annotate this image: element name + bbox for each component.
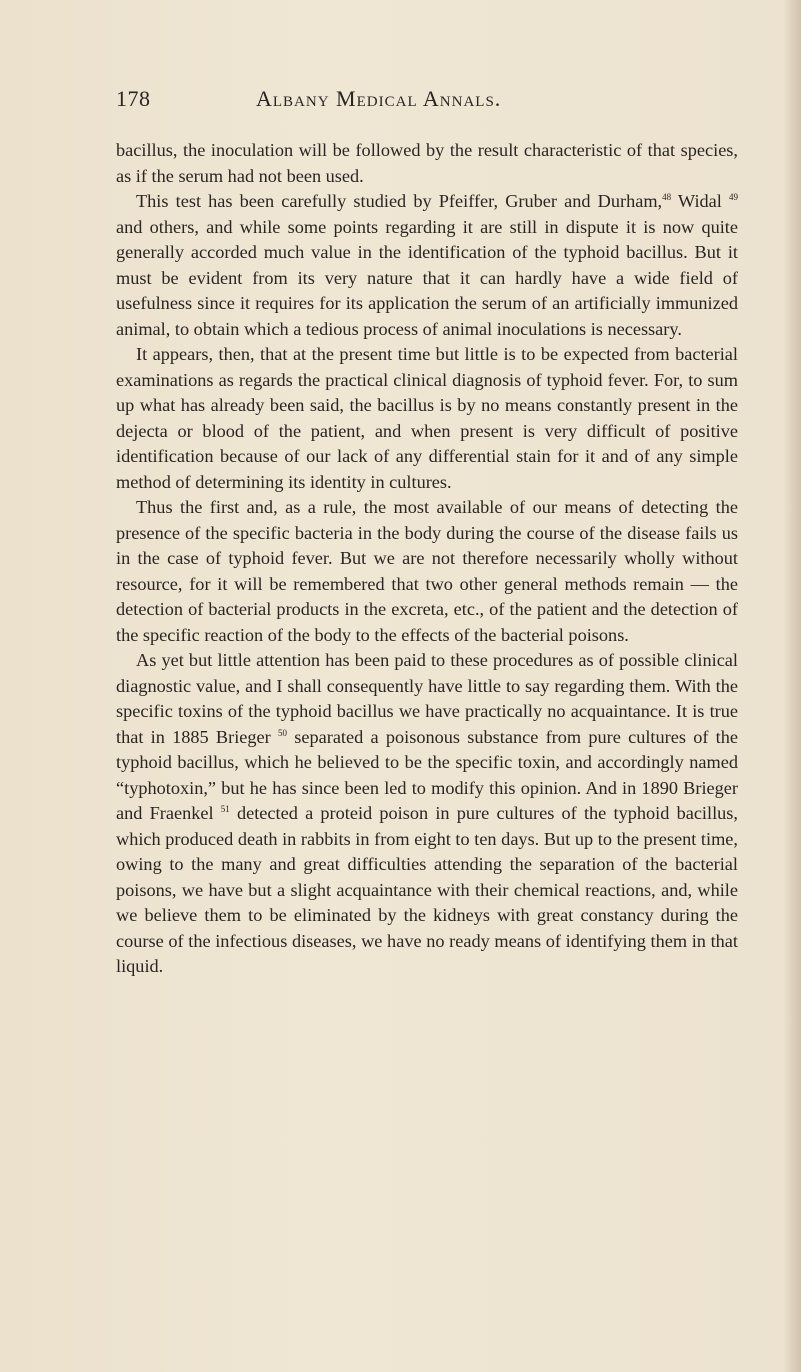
text-run: detected a proteid poison in pure cultures of the typhoid bacillus, which produced death in rabbits in from eight to ten days. But up to the present time, owing to the many and great difficulties attending the separation of the bacterial poisons, we have but a slight acquaintance with their chemical reactions, and, while we believe them to be eliminated by the kidneys with great constancy during the course of the infectious diseases, we have no ready means of identifying them in that liquid.: [116, 803, 738, 976]
footnote-ref: 50: [278, 727, 287, 738]
text-run: It appears, then, that at the present time but little is to be expected from bacterial examinations as regards the practical clinical diagnosis of typhoid fever. For, to sum up what has already been said, the bacillus is by no means constantly present in the dejecta or blood of the patient, and when present is very difficult of positive identification because of our lack of any differential stain for it and of any simple method of determining its identity in cultures.: [116, 344, 738, 492]
text-run: and others, and while some points regarding it are still in dispute it is now quite generally accorded much value in the identification of the typhoid bacillus. But it must be evident from its very nature that it can hardly have a wide field of usefulness since it requires for its application the serum of an artificially immunized animal, to obtain which a tedious process of animal inoculations is necessary.: [116, 216, 738, 339]
paragraph: [116, 189, 738, 342]
text-run: Thus the first and, as a rule, the most available of our means of detecting the presence of the specific bacteria in the body during the course of the disease fails us in the case of typhoid fever. But we are not therefore necessarily wholly without resource, for it will be remembered that two other general methods remain — the detection of bacterial products in the excreta, etc., of the patient and the detection of the specific reaction of the body to the effects of the bacterial poisons.: [116, 497, 738, 645]
footnote-ref: 51: [220, 804, 230, 814]
running-title: Albany Medical Annals.: [256, 86, 502, 111]
footnote-ref: 49: [729, 192, 738, 202]
text-run: This test has been carefully studied by Pfeiffer, Gruber and Durham,: [136, 191, 663, 211]
text-run: Widal: [671, 191, 729, 211]
paragraph: [116, 138, 738, 189]
text-run: As yet but little attention has been paid to these procedures as of possible clinical diagnostic value, and I shall consequently have little to say regarding them. With the specific toxins of the typhoid bacillus we have practically no acquaintance. It is true that in 1885 Brieger: [116, 650, 738, 747]
text-run: separated a poisonous substance from pure cultures of the typhoid bacillus, which he believed to be the specific toxin, and accordingly named “typhotoxin,” but he has since been led to modify this opinion. And in 1890 Brieger and Fraenkel: [116, 726, 738, 823]
page-header: [116, 86, 736, 116]
page-edge-shadow: [783, 0, 801, 1372]
paragraph: [116, 648, 738, 980]
body-text: [116, 138, 738, 980]
paragraph: [116, 495, 738, 648]
page-number: 178: [116, 86, 151, 111]
footnote-ref: 48: [662, 192, 672, 202]
paragraph: [116, 342, 738, 495]
text-run: bacillus, the inoculation will be followed by the result characteristic of that species, as if the serum had not been used.: [116, 140, 738, 186]
